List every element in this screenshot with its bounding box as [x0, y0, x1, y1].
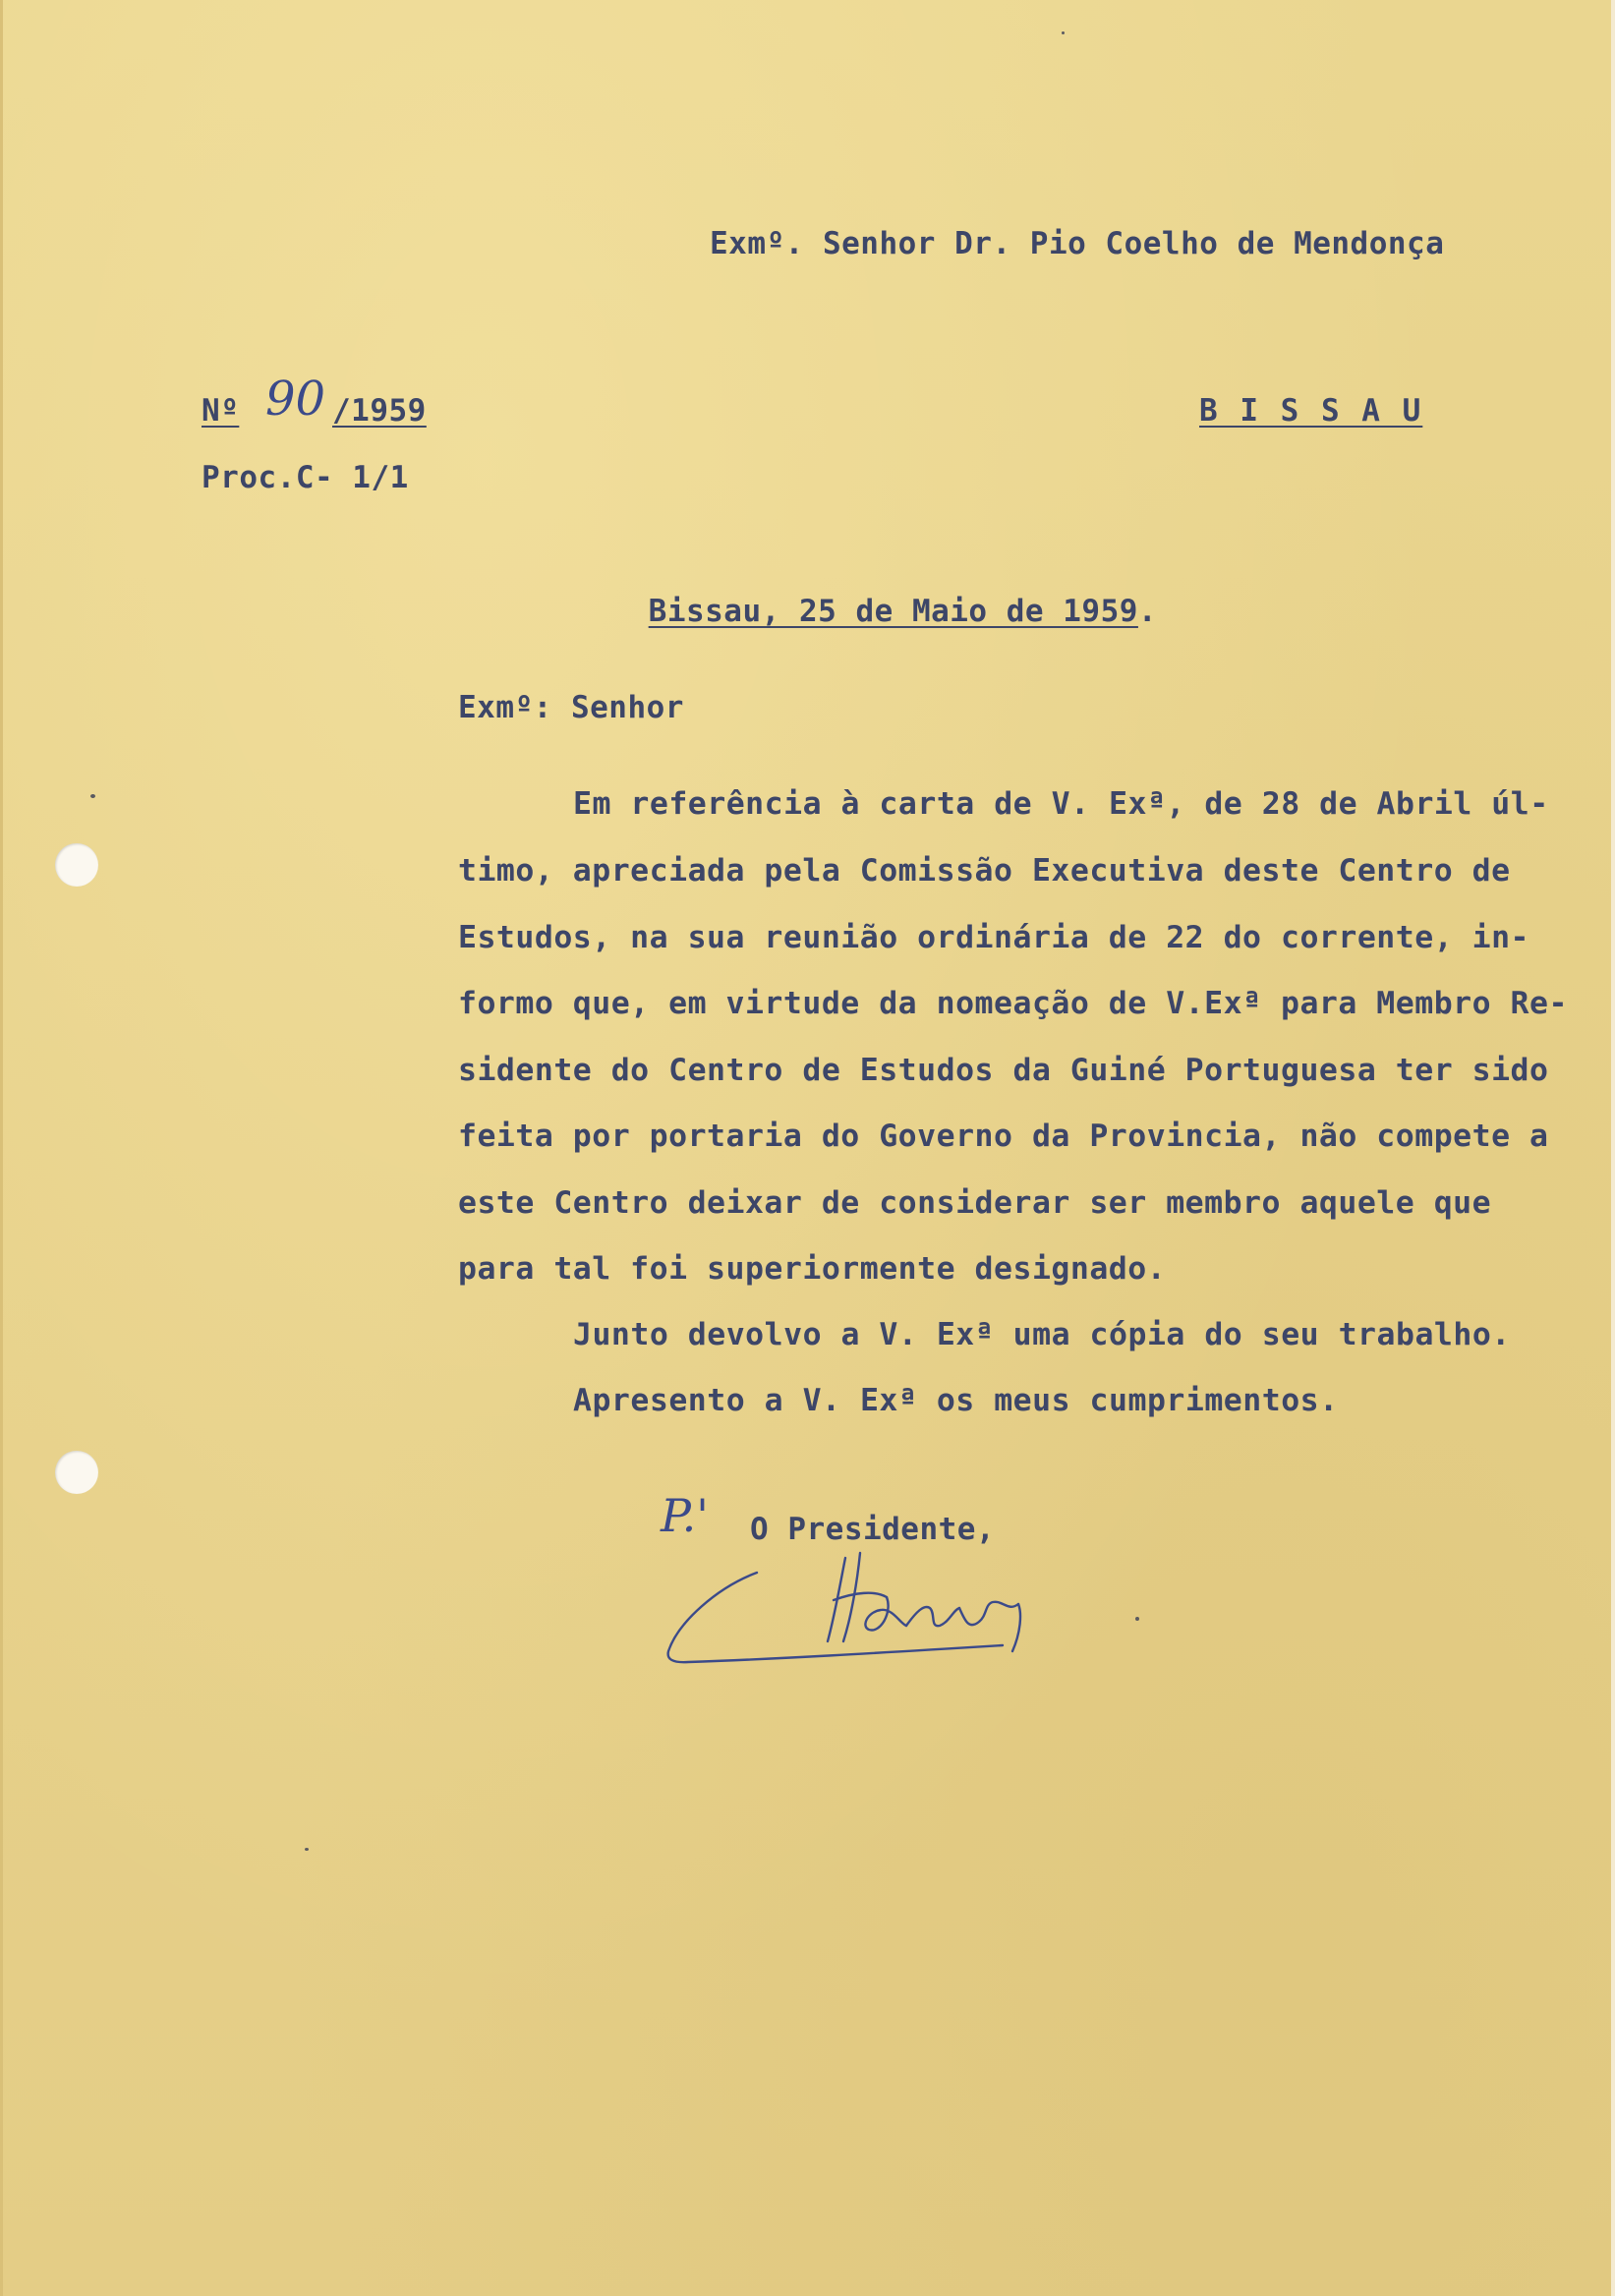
date-line [573, 558, 1157, 664]
ink-speck [305, 1848, 309, 1851]
body-line-1: Em referência à carta de V. Exª, de 28 de Abril úl- [573, 786, 1549, 822]
body-line-8: para tal foi superiormente designado. [458, 1251, 1167, 1287]
body-line-2: timo, apreciada pela Comissão Executiva deste Centro de [458, 853, 1511, 889]
punch-hole-upper [55, 843, 98, 887]
reference-number-year: /1959 [332, 393, 427, 429]
punch-hole-lower [55, 1451, 98, 1494]
body-line-5: sidente do Centro de Estudos da Guiné Portuguesa ter sido [458, 1053, 1549, 1088]
paper-left-edge [0, 0, 3, 2296]
handwritten-signature [659, 1543, 1071, 1671]
body-line-3: Estudos, na sua reunião ordinária de 22 do corrente, in- [458, 920, 1530, 955]
addressee-line: Exmº. Senhor Dr. Pio Coelho de Mendonça [710, 226, 1445, 261]
reference-number-handwritten: 90 [265, 372, 326, 427]
process-reference: Proc.C- 1/1 [202, 460, 409, 495]
reference-number-prefix: Nº [202, 393, 240, 429]
body-line-7: este Centro deixar de considerar ser membro aquele que [458, 1185, 1492, 1221]
paper-right-edge [1611, 0, 1615, 2296]
body-line-4: formo que, em virtude da nomeação de V.Exª para Membro Re- [458, 986, 1568, 1021]
ink-speck [1062, 31, 1065, 34]
date-period: . [1137, 594, 1158, 629]
body-line-9: Junto devolvo a V. Exª uma cópia do seu trabalho. [573, 1317, 1511, 1352]
date-text: Bissau, 25 de Maio de 1959 [648, 594, 1138, 629]
salutation: Exmº: Senhor [458, 690, 684, 725]
city-heading: B I S S A U [1199, 393, 1423, 429]
signatory-title: O Presidente, [750, 1512, 996, 1547]
ink-speck [90, 794, 95, 798]
body-line-10: Apresento a V. Exª os meus cumprimentos. [573, 1383, 1339, 1418]
ink-speck [1135, 1617, 1139, 1621]
signature-prefix-handwritten: P.' [661, 1489, 709, 1542]
body-line-6: feita por portaria do Governo da Provincia, não compete a [458, 1119, 1549, 1154]
